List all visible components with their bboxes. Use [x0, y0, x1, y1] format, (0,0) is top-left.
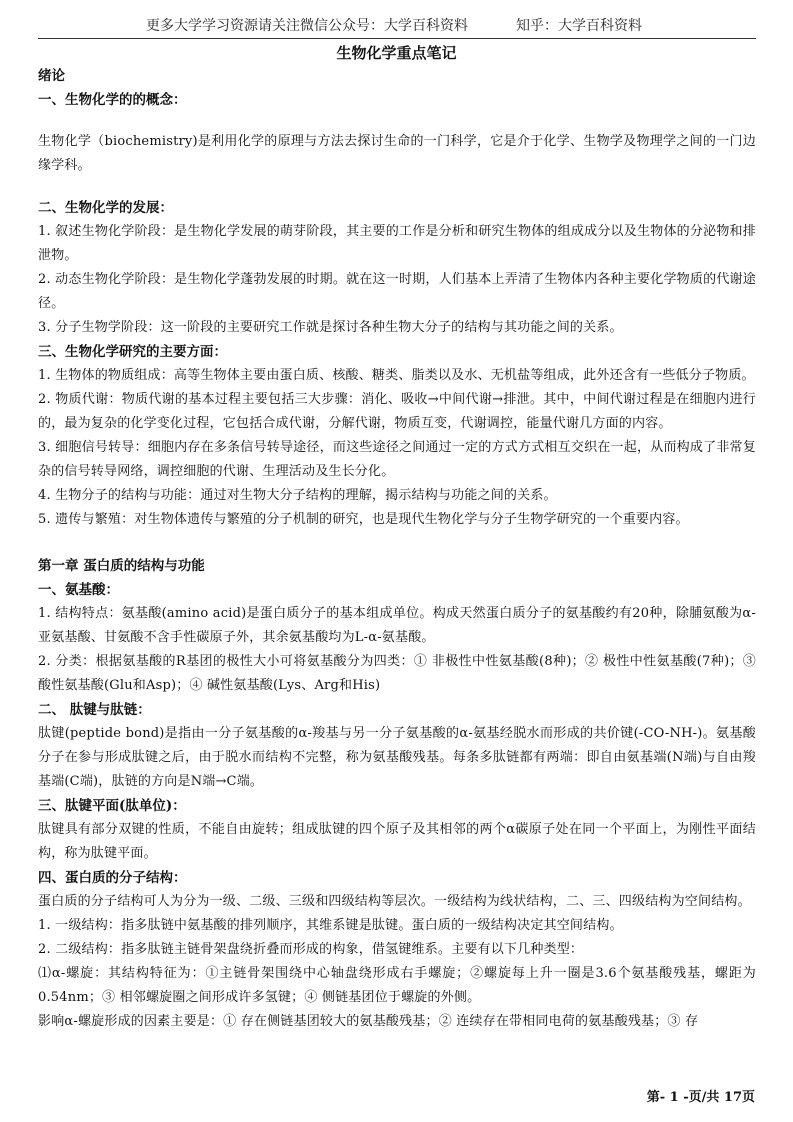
amino-acid-item: 1. 结构特点：氨基酸(amino acid)是蛋白质分子的基本组成单位。构成天然蛋白质分子的氨基酸约有20种，除脯氨酸为α-亚氨基酸、甘氨酸不含手性碳原子外，其余氨基酸均为L-α-氨基酸。: [38, 606, 756, 645]
development-item: 1. 叙述生物化学阶段：是生物化学发展的萌芽阶段，其主要的工作是分析和研究生物体的组成成分以及生物体的分泌物和排泄物。: [38, 224, 756, 263]
section-peptide-bond-heading: 二、 肽键与肽链：: [38, 702, 151, 718]
peptide-bond-paragraph: 肽键(peptide bond)是指由一分子氨基酸的α-羧基与另一分子氨基酸的α-氨基经脱水而形成的共价键(-CO-NH-)。氨基酸分子在参与形成肽键之后，由于脱水而结构不完整，称为氨基酸残基。每条多肽链都有两端：即自由氨基端(N端)与自由羧基端(C端)，肽链的方向是N端→C端。: [38, 726, 756, 789]
development-item: 3. 分子生物学阶段：这一阶段的主要研究工作就是探讨各种生物大分子的结构与其功能之间的关系。: [38, 320, 623, 335]
document-body: [38, 64, 756, 1034]
research-item: 2. 物质代谢：物质代谢的基本过程主要包括三大步骤：消化、吸收→中间代谢→排泄。其中，中间代谢过程是在细胞内进行的，最为复杂的化学变化过程，它包括合成代谢，分解代谢，物质互变，代谢调控，能量代谢几方面的内容。: [38, 392, 756, 431]
document-title: 生物化学重点笔记: [336, 44, 457, 62]
section-development-heading: 二、生物化学的发展：: [38, 200, 173, 216]
section-molecular-structure-heading: 四、蛋白质的分子结构：: [38, 870, 187, 886]
molecular-structure-item: 蛋白质的分子结构可人为分为一级、二级、三级和四级结构等层次。一级结构为线状结构，二、三、四级结构为空间结构。: [38, 894, 751, 909]
header-wechat-text: 更多大学学习资源请关注微信公众号：大学百科资料: [146, 18, 468, 34]
page-header: [38, 12, 756, 39]
peptide-plane-paragraph: 肽键具有部分双键的性质，不能自由旋转；组成肽键的四个原子及其相邻的两个α碳原子处在同一个平面上，为刚性平面结构，称为肽键平面。: [38, 822, 756, 861]
intro-heading: 绪论: [38, 68, 65, 84]
section-concept-heading: 一、生物化学的的概念：: [38, 92, 187, 108]
development-item: 2. 动态生物化学阶段：是生物化学蓬勃发展的时期。就在这一时期，人们基本上弄清了生物体内各种主要化学物质的代谢途径。: [38, 272, 756, 311]
section-research-heading: 三、生物化学研究的主要方面：: [38, 344, 227, 360]
molecular-structure-item: 影响α-螺旋形成的因素主要是：① 存在侧链基团较大的氨基酸残基；② 连续存在带相同电荷的氨基酸残基；③ 存: [38, 1014, 699, 1029]
header-zhihu-text: 知乎：大学百科资料: [516, 18, 642, 34]
molecular-structure-item: 1. 一级结构：指多肽链中氨基酸的排列顺序，其维系键是肽键。蛋白质的一级结构决定其空间结构。: [38, 918, 623, 933]
research-item: 5. 遗传与繁殖：对生物体遗传与繁殖的分子机制的研究，也是现代生物化学与分子生物学研究的一个重要内容。: [38, 512, 689, 527]
research-item: 1. 生物体的物质组成：高等生物体主要由蛋白质、核酸、糖类、脂类以及水、无机盐等组成，此外还含有一些低分子物质。: [38, 368, 755, 383]
section-peptide-plane-heading: 三、肽键平面(肽单位)：: [38, 798, 186, 814]
molecular-structure-item: ⑴α-螺旋：其结构特征为：①主链骨架围绕中心轴盘绕形成右手螺旋；②螺旋每上升一圈是3.6个氨基酸残基，螺距为0.54nm；③ 相邻螺旋圈之间形成许多氢键；④ 侧链基团位于螺旋的外侧。: [38, 966, 756, 1005]
concept-paragraph: 生物化学（biochemistry)是利用化学的原理与方法去探讨生命的一门科学，它是介于化学、生物学及物理学之间的一门边缘学科。: [38, 134, 756, 173]
chapter1-heading: 第一章 蛋白质的结构与功能: [38, 558, 205, 574]
molecular-structure-item: 2. 二级结构：指多肽链主链骨架盘绕折叠而形成的构象，借氢键维系。主要有以下几种类型：: [38, 942, 584, 957]
research-item: 3. 细胞信号转导：细胞内存在多条信号转导途径，而这些途径之间通过一定的方式方式相互交织在一起，从而构成了非常复杂的信号转导网络，调控细胞的代谢、生理活动及生长分化。: [38, 440, 756, 479]
page-number: 第- 1 -页/共 17页: [646, 1090, 755, 1105]
section-amino-acid-heading: 一、氨基酸：: [38, 582, 119, 598]
amino-acid-item: 2. 分类：根据氨基酸的R基团的极性大小可将氨基酸分为四类：① 非极性中性氨基酸(8种)；② 极性中性氨基酸(7种)；③ 酸性氨基酸(Glu和Asp)；④ 碱性氨基酸(Lys、Arg和His): [38, 654, 756, 693]
research-item: 4. 生物分子的结构与功能：通过对生物大分子结构的理解，揭示结构与功能之间的关系。: [38, 488, 557, 503]
